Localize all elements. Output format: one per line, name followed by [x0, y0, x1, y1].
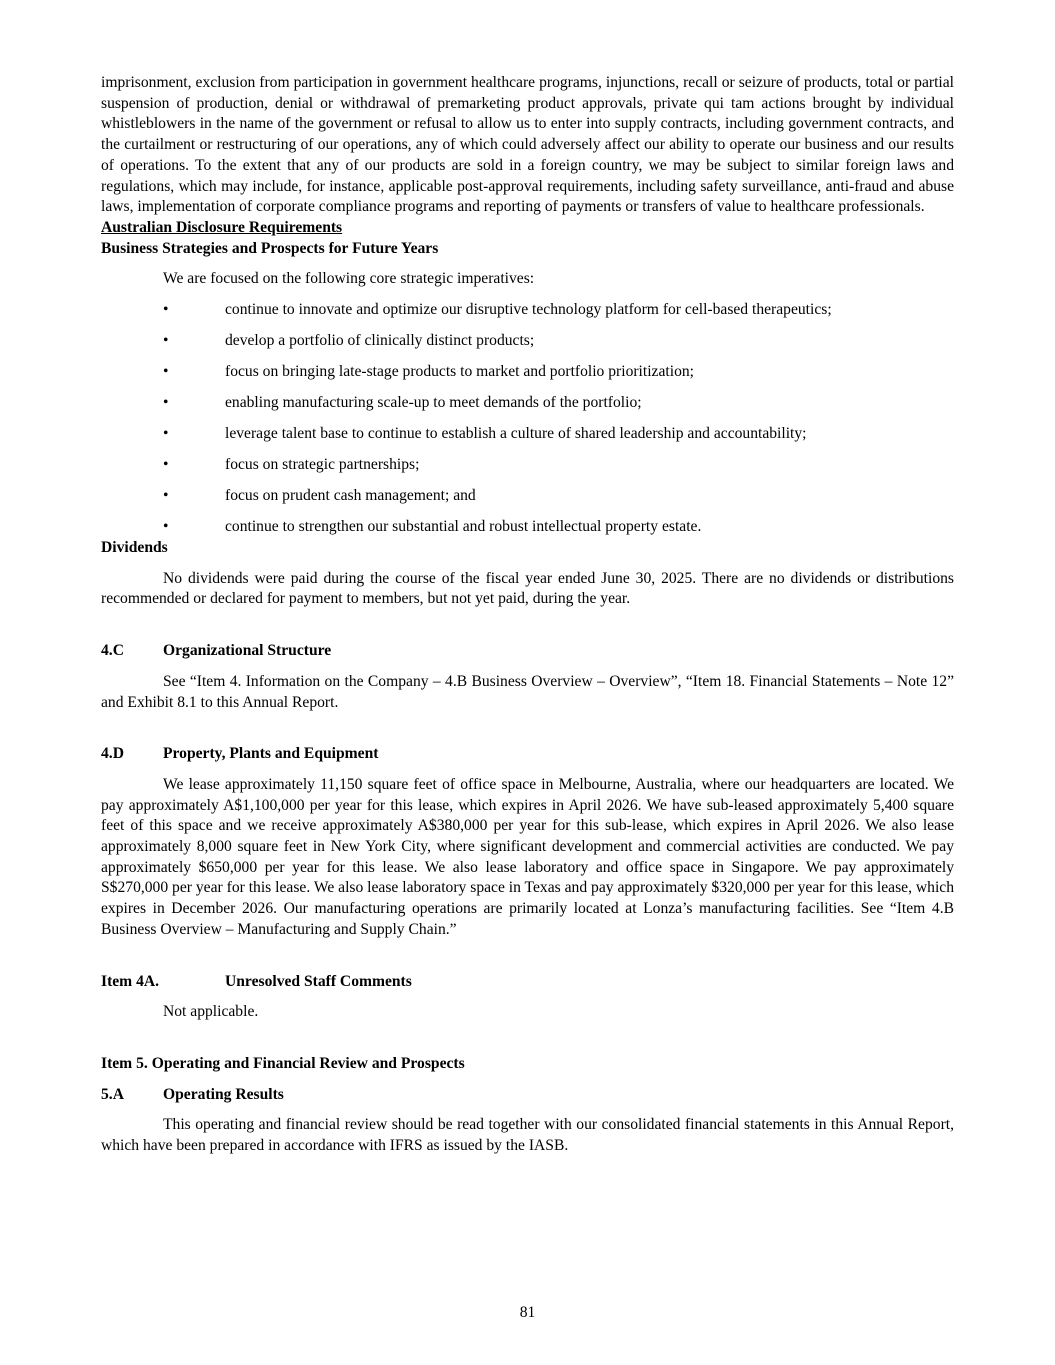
section-number: 4.C: [101, 642, 124, 660]
list-item-text: leverage talent base to continue to establish a culture of shared leadership and accountability;: [225, 425, 807, 443]
org-structure-heading: [101, 641, 954, 662]
list-item: [101, 362, 954, 383]
dividends-heading: Dividends: [101, 539, 168, 557]
section-number: 5.A: [101, 1085, 124, 1103]
bullet-icon: •: [163, 301, 169, 319]
list-item: [101, 486, 954, 507]
page-number: 81: [519, 1304, 536, 1321]
property-paragraph: We lease approximately 11,150 square feet of office space in Melbourne, Australia, where our headquarters are located. We pay approximately A$1,100,000 per year for this lease, which expires in April 2026. We have sub-leased approximately 5,400 square feet of this space and we receive approximately A$380,000 per year for this sub-lease, which expires in April 2026. We also lease approximately 8,000 square feet in New York City, where significant development and commercial activities are conducted. We pay approximately $650,000 per year for this lease. We also lease laboratory and office space in Singapore. We pay approximately S$270,000 per year for this lease. We also lease laboratory space in Texas and pay approximately $320,000 per year for this lease, which expires in December 2026. Our manufacturing operations are primarily located at Lonza’s manufacturing facilities. See “Item 4.B Business Overview – Manufacturing and Supply Chain.”: [101, 775, 954, 938]
strategies-intro: We are focused on the following core strategic imperatives:: [163, 270, 535, 288]
list-item: [101, 424, 954, 445]
bullet-icon: •: [163, 456, 169, 474]
list-item: [101, 517, 954, 538]
bullet-icon: •: [163, 363, 169, 381]
list-item-text: continue to strengthen our substantial and robust intellectual property estate.: [225, 518, 702, 536]
section-title: Operating and Financial Review and Prospects: [151, 1054, 465, 1072]
operating-results-paragraph: This operating and financial review should be read together with our consolidated financial statements in this Annual Report, which have been prepared in accordance with IFRS as issued by the IASB.: [101, 1116, 954, 1155]
item4a-paragraph: Not applicable.: [163, 1003, 259, 1021]
list-item-text: focus on strategic partnerships;: [225, 456, 420, 474]
org-structure-paragraph: See “Item 4. Information on the Company – 4.B Business Overview – Overview”, “Item 18. Financial Statements – Note 12” and Exhibit 8.1 to this Annual Report.: [101, 672, 954, 711]
operating-results-heading: [101, 1085, 954, 1106]
australian-disclosure-heading: Australian Disclosure Requirements: [101, 218, 343, 236]
intro-paragraph: imprisonment, exclusion from participation in government healthcare programs, injunctions, recall or seizure of products, total or partial suspension of production, denial or withdrawal of premarketing product approvals, private qui tam actions brought by individual whistleblowers in the name of the government or refusal to allow us to enter into supply contracts, including government contracts, and the curtailment or restructuring of our operations, any of which could adversely affect our ability to operate our business and our results of operations. To the extent that any of our products are sold in a foreign country, we may be subject to similar foreign laws and regulations, which may include, for instance, applicable post-approval requirements, including safety surveillance, anti-fraud and abuse laws, implementation of corporate compliance programs and reporting of payments or transfers of value to healthcare professionals.: [101, 74, 954, 216]
bullet-icon: •: [163, 425, 169, 443]
list-item: [101, 331, 954, 352]
section-title: Unresolved Staff Comments: [225, 972, 412, 990]
list-item-text: focus on prudent cash management; and: [225, 487, 476, 505]
list-item: [101, 300, 954, 321]
dividends-paragraph: No dividends were paid during the course of the fiscal year ended June 30, 2025. There are no dividends or distributions recommended or declared for payment to members, but not yet paid, during the year.: [101, 569, 954, 608]
item4a-heading: [101, 972, 954, 993]
bullet-icon: •: [163, 332, 169, 350]
list-item: [101, 393, 954, 414]
item5-heading: [101, 1054, 954, 1075]
bullet-icon: •: [163, 518, 169, 536]
property-heading: [101, 744, 954, 765]
list-item-text: continue to innovate and optimize our disruptive technology platform for cell-based therapeutics;: [225, 301, 832, 319]
list-item-text: develop a portfolio of clinically distinct products;: [225, 332, 535, 350]
section-number: Item 5.: [101, 1054, 148, 1072]
bullet-icon: •: [163, 394, 169, 412]
section-title: Organizational Structure: [163, 642, 332, 660]
strategies-heading: Business Strategies and Prospects for Future Years: [101, 239, 439, 257]
strategy-list: [101, 300, 954, 538]
list-item-text: enabling manufacturing scale-up to meet demands of the portfolio;: [225, 394, 642, 412]
list-item: [101, 455, 954, 476]
section-number: 4.D: [101, 745, 124, 763]
bullet-icon: •: [163, 487, 169, 505]
section-title: Property, Plants and Equipment: [163, 745, 379, 763]
list-item-text: focus on bringing late-stage products to market and portfolio prioritization;: [225, 363, 694, 381]
section-number: Item 4A.: [101, 972, 160, 990]
section-title: Operating Results: [163, 1085, 284, 1103]
document-page: [101, 73, 954, 1157]
